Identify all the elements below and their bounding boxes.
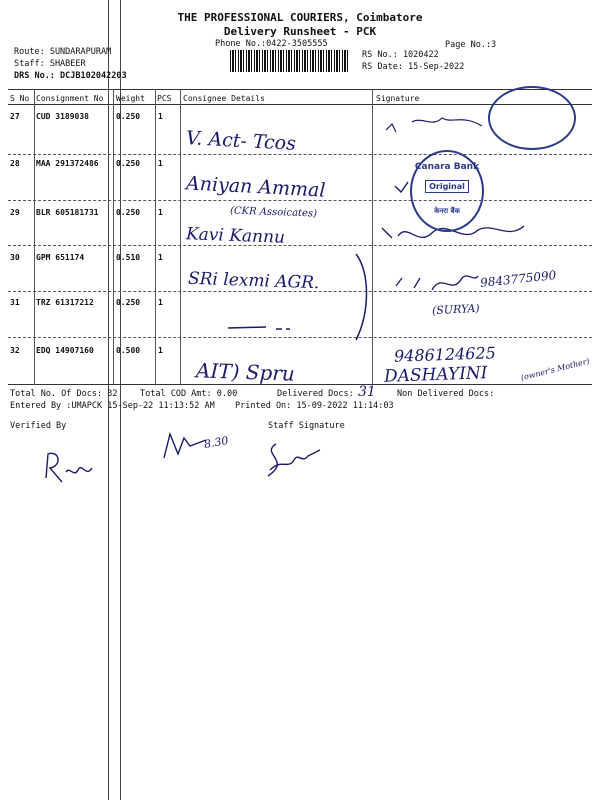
row-pcs: 1 — [158, 112, 163, 121]
handwritten-consignee: AIT) Spru — [195, 358, 296, 386]
canara-bank-stamp — [410, 150, 484, 232]
phone-number: Phone No.:0422-3505555 — [215, 39, 328, 49]
row-consignment: BLR 605181731 — [36, 208, 99, 217]
stamp-original: Original — [425, 180, 469, 193]
dash-stroke — [226, 320, 296, 334]
delivered-docs: Delivered Docs: — [277, 389, 354, 399]
drs-number: DRS No.: DCJB102042203 — [14, 71, 127, 81]
row-consignment: CUD 3189038 — [36, 112, 89, 121]
handwritten-consignee: SRi lexmi AGR. — [187, 268, 320, 294]
row-sno: 31 — [10, 298, 20, 307]
staff-signature-label: Staff Signature — [268, 421, 345, 431]
handwritten-phone: 9486124625 — [393, 343, 497, 366]
handwritten-consignee: Aniyan Ammal — [185, 172, 327, 202]
staff: Staff: SHABEER — [14, 59, 86, 69]
col-header-signature: Signature — [376, 94, 420, 103]
handwritten-consignee: (CKR Assoicates) — [229, 205, 318, 220]
rs-number: RS No.: 1020422 — [362, 50, 439, 60]
staff-signature — [258, 440, 328, 480]
printed-on: Printed On: 15-09-2022 11:14:03 — [235, 401, 394, 411]
delivered-docs-hand: 31 — [358, 384, 376, 400]
col-divider — [180, 89, 181, 384]
handwritten-time: 8.30 — [203, 433, 230, 452]
handwritten-note: (owner's Mother) — [519, 356, 591, 383]
handwritten-phone: 9843775090 — [479, 268, 557, 290]
verified-by: Verified By — [10, 421, 67, 431]
company-title: THE PROFESSIONAL COURIERS, Coimbatore — [177, 11, 423, 24]
col-divider — [113, 89, 114, 384]
total-docs: Total No. Of Docs: 32 — [10, 389, 118, 399]
runsheet-subtitle: Delivery Runsheet - PCK — [223, 25, 377, 38]
handwritten-receiver: DASHAYINI — [383, 363, 488, 387]
row-pcs: 1 — [158, 253, 163, 262]
row-pcs: 1 — [158, 298, 163, 307]
handwritten-note: (SURYA) — [431, 301, 480, 318]
binding-line-left — [108, 0, 109, 800]
col-divider — [34, 89, 35, 384]
row-weight: 0.250 — [116, 208, 141, 217]
col-header-consignment: Consignment No — [36, 94, 104, 103]
row-sno: 28 — [10, 159, 20, 168]
tick-mark — [392, 178, 412, 198]
row-weight: 0.500 — [116, 346, 141, 355]
page-number: Page No.:3 — [445, 40, 497, 50]
total-cod: Total COD Amt: 0.00 — [140, 389, 238, 399]
entered-by: Entered By :UMAPCK 15-Sep-22 11:13:52 AM — [10, 401, 215, 411]
signature-mark — [382, 110, 502, 140]
non-delivered-docs: Non Delivered Docs: — [397, 389, 495, 399]
row-divider — [8, 337, 592, 338]
col-divider — [155, 89, 156, 384]
row-weight: 0.510 — [116, 253, 141, 262]
row-weight: 0.250 — [116, 298, 141, 307]
row-consignment: EDQ 14907160 — [36, 346, 94, 355]
row-consignment: GPM 651174 — [36, 253, 85, 262]
col-header-sno: S No — [10, 94, 30, 103]
handwritten-consignee: V. Act- Tcos — [185, 127, 297, 155]
route: Route: SUNDARAPURAM — [14, 47, 112, 57]
row-pcs: 1 — [158, 159, 163, 168]
row-consignment: MAA 291372486 — [36, 159, 99, 168]
table-top-rule — [8, 89, 592, 90]
row-weight: 0.250 — [116, 112, 141, 121]
row-pcs: 1 — [158, 346, 163, 355]
col-header-pcs: PCS — [157, 94, 172, 103]
stamp-bottom: केनरा बैंक — [434, 207, 460, 215]
company-round-stamp — [488, 86, 576, 150]
row-pcs: 1 — [158, 208, 163, 217]
row-sno: 27 — [10, 112, 20, 121]
row-consignment: TRZ 61317212 — [36, 298, 94, 307]
bracket-stroke — [352, 252, 374, 342]
stamp-title: Canara Bank — [414, 162, 480, 172]
row-divider — [8, 154, 592, 155]
row-sno: 32 — [10, 346, 20, 355]
rs-date: RS Date: 15-Sep-2022 — [362, 62, 465, 72]
row-sno: 30 — [10, 253, 20, 262]
approval-signature — [160, 428, 210, 464]
signature-mark — [392, 268, 482, 298]
verified-signature — [40, 448, 100, 488]
barcode-image — [230, 50, 350, 72]
col-header-consignee: Consignee Details — [183, 94, 265, 103]
handwritten-consignee: Kavi Kannu — [185, 224, 286, 248]
row-weight: 0.250 — [116, 159, 141, 168]
row-sno: 29 — [10, 208, 20, 217]
col-header-weight: Weight — [116, 94, 145, 103]
table-bottom-rule — [8, 384, 592, 385]
